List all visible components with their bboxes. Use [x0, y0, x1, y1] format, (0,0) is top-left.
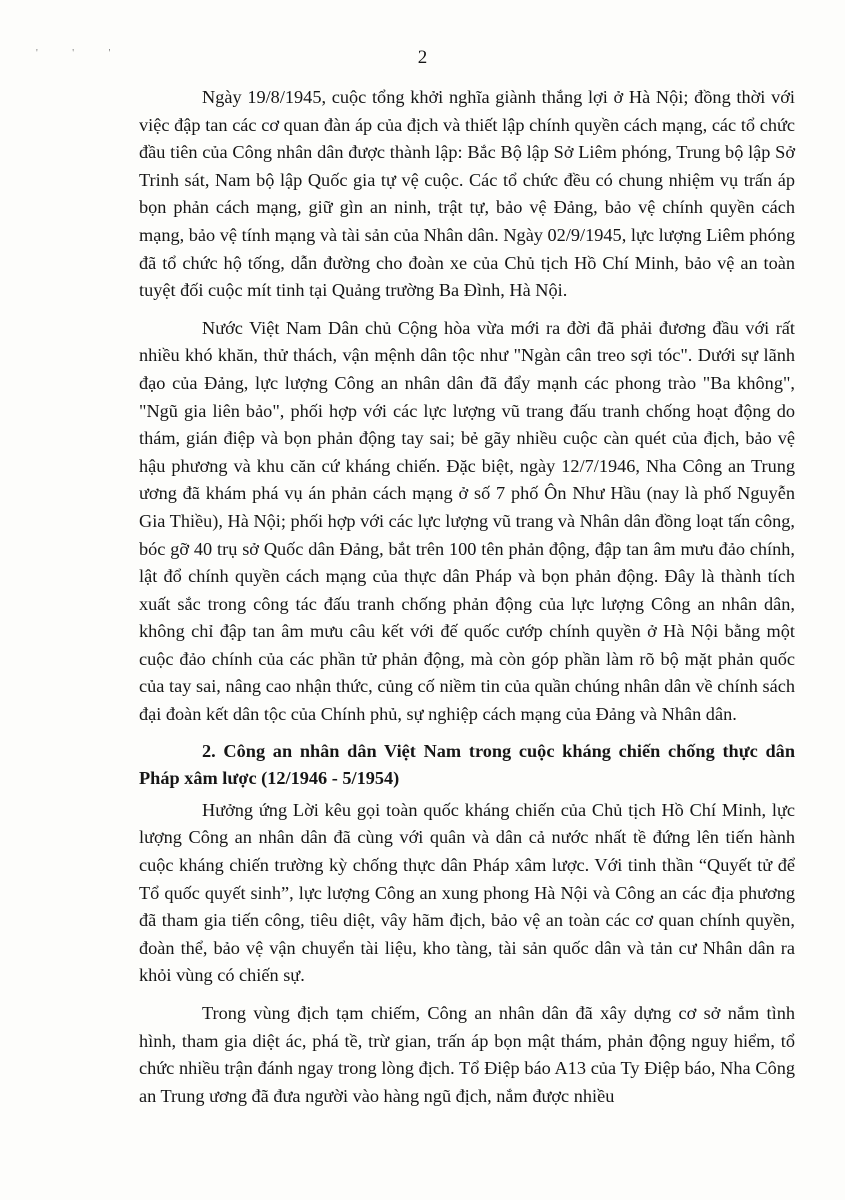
paragraph-resistance-call: Hưởng ứng Lời kêu gọi toàn quốc kháng chiến của Chủ tịch Hồ Chí Minh, lực lượng Công an nhân dân đã cùng với quân và dân cả nước nhất tề đứng lên tiến hành cuộc kháng chiến trường kỳ chống thực dân Pháp xâm lược. Với tinh thần “Quyết tử để Tổ quốc quyết sinh”, lực lượng Công an xung phong Hà Nội và Công an các địa phương đã tham gia tiến công, tiêu diệt, vây hãm địch, bảo vệ an toàn các cơ quan chính quyền, đoàn thể, bảo vệ vận chuyển tài liệu, kho tàng, tài sản quốc dân và tản cư Nhân dân ra khỏi vùng có chiến sự.	[139, 799, 795, 986]
paragraph-early-republic: Nước Việt Nam Dân chủ Cộng hòa vừa mới ra đời đã phải đương đầu với rất nhiều khó khăn, thử thách, vận mệnh dân tộc như "Ngàn cân treo sợi tóc". Dưới sự lãnh đạo của Đảng, lực lượng Công an nhân dân đã đẩy mạnh các phong trào "Ba không", "Ngũ gia liên bảo", phối hợp với các lực lượng vũ trang đấu tranh chống hoạt động do thám, gián điệp và bọn phản động tay sai; bẻ gãy nhiều cuộc càn quét của địch, bảo vệ hậu phương và khu căn cứ kháng chiến. Đặc biệt, ngày 12/7/1946, Nha Công an Trung ương đã khám phá vụ án phản cách mạng ở số 7 phố Ôn Như Hầu (nay là phố Nguyễn Gia Thiều), Hà Nội; phối hợp với các lực lượng vũ trang và Nhân dân đồng loạt tấn công, bóc gỡ 40 trụ sở Quốc dân Đảng, bắt trên 100 tên phản động, đập tan âm mưu đảo chính, lật đổ chính quyền cách mạng của thực dân Pháp và bọn phản động. Đây là thành tích xuất sắc trong công tác đấu tranh chống phản động của lực lượng Công an nhân dân, không chỉ đập tan âm mưu câu kết với đế quốc cướp chính quyền ở Hà Nội bằng một cuộc đảo chính của các phần tử phản động, mà còn góp phần làm rõ bộ mặt phản quốc của tay sai, nâng cao nhận thức, củng cố niềm tin của quần chúng nhân dân về chính sách đại đoàn kết dân tộc của Chính phủ, sự nghiệp cách mạng của Đảng và Nhân dân.	[139, 317, 795, 725]
page-number: 2	[417, 47, 428, 68]
section-heading: 2. Công an nhân dân Việt Nam trong cuộc kháng chiến chống thực dân Pháp xâm lược (12/1946 - 5/1954)	[139, 740, 795, 789]
paragraph-occupied-zone: Trong vùng địch tạm chiếm, Công an nhân dân đã xây dựng cơ sở nắm tình hình, tham gia diệt ác, phá tề, trừ gian, trấn áp bọn mật thám, phản động nguy hiểm, tổ chức nhiều trận đánh ngay trong lòng địch. Tổ Điệp báo A13 của Ty Điệp báo, Nha Công an Trung ương đã đưa người vào hàng ngũ địch, nắm được nhiều	[139, 1003, 795, 1106]
scan-marks: ' ' '	[36, 48, 127, 59]
paragraph-august-revolution: Ngày 19/8/1945, cuộc tổng khởi nghĩa giành thắng lợi ở Hà Nội; đồng thời với việc đập tan các cơ quan đàn áp của địch và thiết lập chính quyền cách mạng, các tổ chức đầu tiên của Công nhân dân được thành lập: Bắc Bộ lập Sở Liêm phóng, Trung bộ lập Sở Trinh sát, Nam bộ lập Quốc gia tự vệ cuộc. Các tổ chức đều có chung nhiệm vụ trấn áp bọn phản cách mạng, giữ gìn an ninh, trật tự, bảo vệ Đảng, bảo vệ chính quyền cách mạng, bảo vệ tính mạng và tài sản của Nhân dân. Ngày 02/9/1945, lực lượng Liêm phóng đã tổ chức hộ tống, dẫn đường cho đoàn xe của Chủ tịch Hồ Chí Minh, bảo vệ an toàn tuyệt đối cuộc mít tinh tại Quảng trường Ba Đình, Hà Nội.	[139, 87, 795, 301]
body-text	[139, 84, 795, 1110]
